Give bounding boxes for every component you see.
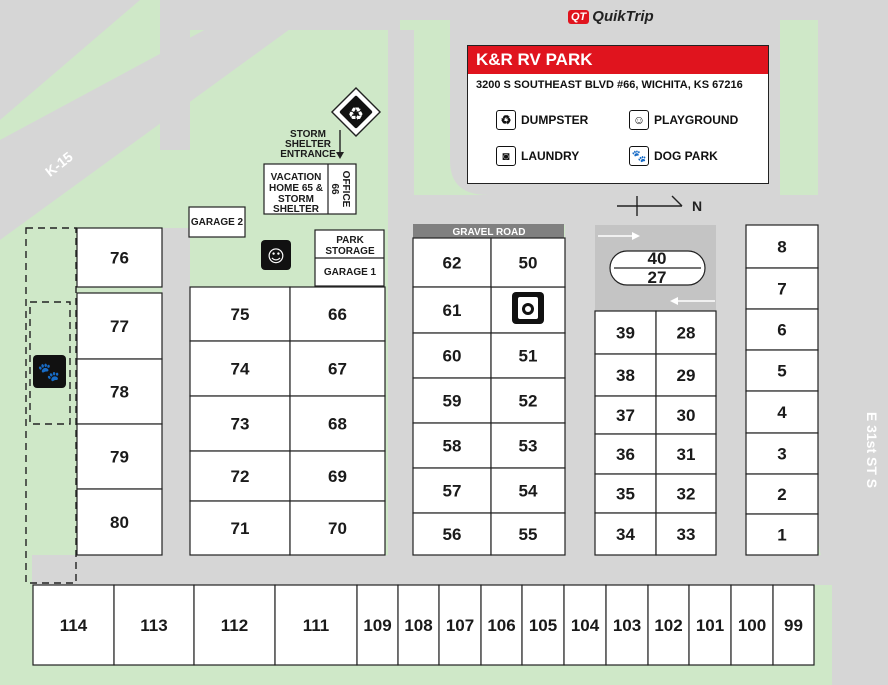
laundry-icon xyxy=(512,292,544,324)
site-label: 80 xyxy=(110,513,129,532)
site-27[interactable]: 27 xyxy=(647,268,667,287)
site-label: 29 xyxy=(676,366,696,385)
site-label: 39 xyxy=(616,323,635,343)
site-label: 60 xyxy=(442,346,462,366)
site-label: 99 xyxy=(784,616,803,635)
site-label: 5 xyxy=(777,361,787,381)
k15-label: K-15 xyxy=(42,148,76,180)
vacation-home-label-1: VACATION xyxy=(270,172,322,183)
svg-text:🐾: 🐾 xyxy=(37,362,61,383)
site-label: 36 xyxy=(616,445,635,464)
bottom-road xyxy=(32,555,832,585)
vacation-home-label-2: HOME 65 & xyxy=(269,183,323,194)
site-label: 108 xyxy=(404,616,433,635)
dog-park-icon: 🐾 xyxy=(629,146,649,166)
site-label: 72 xyxy=(230,467,250,486)
garage2-label: GARAGE 2 xyxy=(190,217,244,228)
legend-item-laundry xyxy=(496,146,579,166)
site-label: 37 xyxy=(616,406,635,425)
site-label: 74 xyxy=(230,359,250,379)
site-label: 78 xyxy=(110,382,129,402)
legend-item-playground xyxy=(629,110,738,130)
site-label: 4 xyxy=(777,403,787,422)
site-label: 62 xyxy=(442,253,462,273)
svg-text:♻: ♻ xyxy=(347,104,365,125)
site-label: 100 xyxy=(737,616,767,635)
site-label: 50 xyxy=(518,253,538,273)
site-label: 112 xyxy=(220,616,249,635)
legend-label-playground: PLAYGROUND xyxy=(654,113,739,127)
lane-c xyxy=(388,30,414,585)
site-label: 73 xyxy=(230,414,250,434)
office-label-2: 66 xyxy=(329,183,340,195)
site-label: 35 xyxy=(616,484,635,504)
site-40[interactable]: 40 xyxy=(647,249,667,268)
site-label: 53 xyxy=(518,436,538,456)
inner-cross-road xyxy=(413,195,828,225)
lane-e xyxy=(716,220,746,585)
svg-text:☺: ☺ xyxy=(267,247,285,267)
vacation-home-label-4: SHELTER xyxy=(273,204,319,215)
site-label: 111 xyxy=(302,616,330,635)
site-label: 114 xyxy=(59,616,88,635)
site-label: 57 xyxy=(442,481,462,501)
legend-label-dumpster: DUMPSTER xyxy=(521,113,589,127)
site-label: 76 xyxy=(110,248,129,268)
site-label: 59 xyxy=(442,391,462,411)
site-label: 71 xyxy=(230,519,250,538)
site-label: 79 xyxy=(110,447,129,467)
site-label: 55 xyxy=(518,525,538,544)
north-label: N xyxy=(691,198,703,214)
site-label: 69 xyxy=(328,467,347,486)
site-label: 30 xyxy=(676,406,696,425)
site-label: 38 xyxy=(616,366,635,385)
site-label: 102 xyxy=(654,616,683,635)
site-label: 28 xyxy=(676,323,696,343)
site-label: 113 xyxy=(140,616,168,635)
legend-address: 3200 S SOUTHEAST BLVD #66, WICHITA, KS 67216 xyxy=(476,79,743,91)
site-label: 107 xyxy=(445,616,475,635)
dumpster-icon: ♻ xyxy=(496,110,516,130)
lane-b xyxy=(162,228,190,585)
site-label: 3 xyxy=(777,444,787,464)
site-label: 70 xyxy=(328,519,347,538)
legend-item-dumpster xyxy=(496,110,588,130)
e31st-label: E 31st ST S xyxy=(864,411,880,489)
site-label: 58 xyxy=(442,436,462,456)
storm-shelter-label-2: SHELTER xyxy=(285,139,331,150)
site-label: 51 xyxy=(518,346,538,366)
site-label: 103 xyxy=(612,616,642,635)
gravel-road-label: GRAVEL ROAD xyxy=(452,227,526,238)
quiktrip-logo xyxy=(568,8,654,25)
site-label: 1 xyxy=(777,525,787,545)
park-storage-label-2: STORAGE xyxy=(325,246,375,257)
vacation-home-label-3: STORM xyxy=(278,194,314,205)
legend-label-laundry: LAUNDRY xyxy=(521,149,580,163)
site-label: 68 xyxy=(328,414,347,434)
site-label: 6 xyxy=(777,320,787,340)
site-label: 54 xyxy=(518,481,538,501)
site-label: 56 xyxy=(442,525,462,544)
quiktrip-name: QuikTrip xyxy=(592,8,654,25)
park-storage-label-1: PARK xyxy=(336,235,364,246)
site-label: 66 xyxy=(328,305,347,324)
playground-icon xyxy=(261,240,291,270)
lane-d xyxy=(565,220,595,585)
site-label: 2 xyxy=(777,485,787,504)
legend-box xyxy=(467,45,769,184)
site-label: 33 xyxy=(676,525,696,544)
site-label: 32 xyxy=(676,484,696,504)
dog-park-icon xyxy=(33,355,66,388)
office-label-1: OFFICE xyxy=(340,170,351,208)
storm-shelter-label-3: ENTRANCE xyxy=(280,149,336,160)
site-label: 7 xyxy=(777,279,787,299)
legend-title: K&R RV PARK xyxy=(468,46,768,74)
site-label: 101 xyxy=(695,616,725,635)
storm-shelter-label-1: STORM xyxy=(290,129,326,140)
site-label: 61 xyxy=(442,301,462,320)
legend-label-dog-park: DOG PARK xyxy=(654,149,718,163)
site-label: 75 xyxy=(230,305,250,324)
legend-item-dog-park xyxy=(629,146,718,166)
site-label: 34 xyxy=(616,525,635,544)
site-label: 8 xyxy=(777,237,787,257)
laundry-icon: ◙ xyxy=(496,146,516,166)
site-label: 67 xyxy=(328,359,347,379)
playground-icon: ☺ xyxy=(629,110,649,130)
site-label: 77 xyxy=(110,317,129,336)
site-label: 52 xyxy=(518,391,538,411)
site-label: 105 xyxy=(528,616,558,635)
site-label: 109 xyxy=(363,616,392,635)
site-label: 104 xyxy=(570,616,600,635)
site-label: 106 xyxy=(487,616,516,635)
garage1-label: GARAGE 1 xyxy=(323,267,377,278)
quiktrip-badge: QT xyxy=(568,10,589,24)
site-label: 31 xyxy=(676,445,696,464)
